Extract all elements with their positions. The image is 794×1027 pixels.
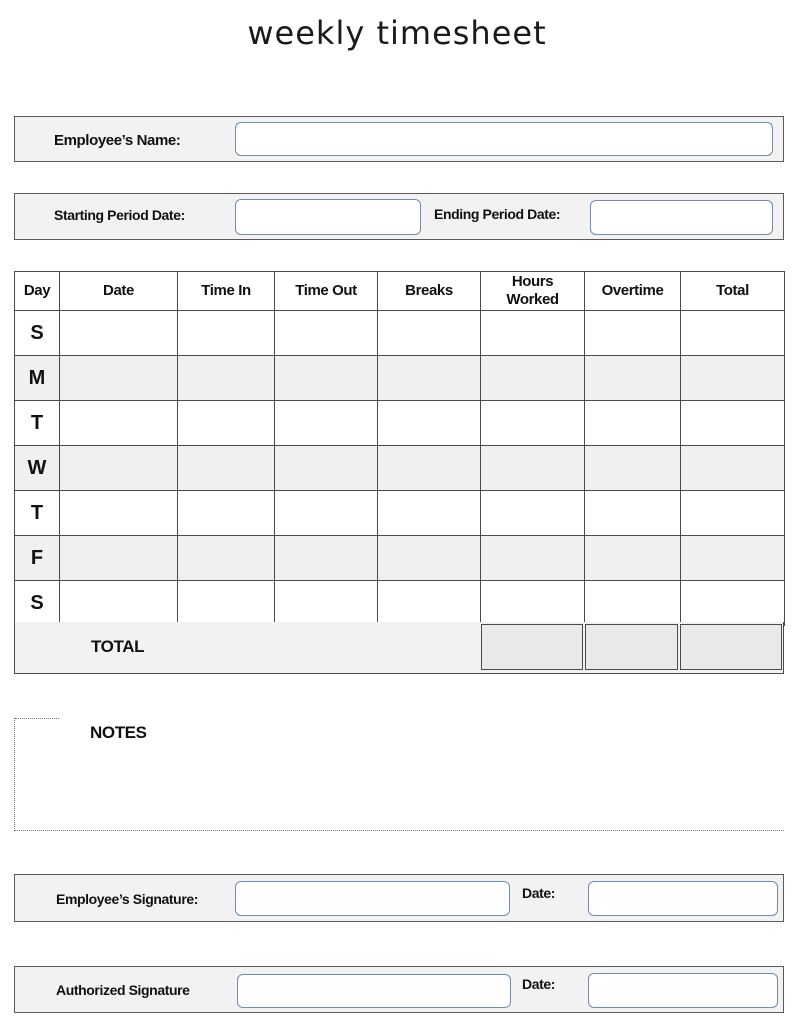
day-cell: F bbox=[15, 536, 60, 581]
employee-signature-date-label: Date: bbox=[522, 885, 556, 901]
total-cell[interactable] bbox=[681, 536, 785, 581]
header-date: Date bbox=[60, 272, 178, 311]
header-total: Total bbox=[681, 272, 785, 311]
breaks-cell[interactable] bbox=[378, 401, 481, 446]
employee-name-field[interactable] bbox=[235, 122, 773, 156]
time-out-cell[interactable] bbox=[275, 356, 378, 401]
day-cell: T bbox=[15, 491, 60, 536]
date-cell[interactable] bbox=[60, 446, 178, 491]
header-time-in: Time In bbox=[178, 272, 275, 311]
breaks-cell[interactable] bbox=[378, 446, 481, 491]
day-cell: S bbox=[15, 581, 60, 626]
total-cell[interactable] bbox=[681, 446, 785, 491]
hours-worked-cell[interactable] bbox=[481, 446, 585, 491]
employee-signature-field[interactable] bbox=[235, 881, 510, 916]
employee-signature-panel bbox=[14, 874, 784, 922]
notes-area[interactable] bbox=[14, 718, 784, 831]
day-cell: W bbox=[15, 446, 60, 491]
breaks-cell[interactable] bbox=[378, 356, 481, 401]
table-row bbox=[15, 401, 785, 446]
date-cell[interactable] bbox=[60, 581, 178, 626]
timesheet-table bbox=[14, 271, 785, 626]
day-cell: S bbox=[15, 311, 60, 356]
authorized-signature-date-label: Date: bbox=[522, 976, 556, 992]
hours-worked-cell[interactable] bbox=[481, 491, 585, 536]
total-cell[interactable] bbox=[681, 401, 785, 446]
header-time-out: Time Out bbox=[275, 272, 378, 311]
breaks-cell[interactable] bbox=[378, 491, 481, 536]
hours-worked-cell[interactable] bbox=[481, 311, 585, 356]
total-cell[interactable] bbox=[681, 581, 785, 626]
table-row bbox=[15, 356, 785, 401]
total-cell[interactable] bbox=[681, 311, 785, 356]
authorized-signature-field[interactable] bbox=[237, 974, 511, 1008]
overtime-cell[interactable] bbox=[585, 356, 681, 401]
date-cell[interactable] bbox=[60, 356, 178, 401]
totals-row bbox=[14, 622, 784, 674]
time-out-cell[interactable] bbox=[275, 491, 378, 536]
day-cell: T bbox=[15, 401, 60, 446]
employee-name-panel bbox=[14, 116, 784, 162]
authorized-signature-panel bbox=[14, 966, 784, 1013]
hours-worked-cell[interactable] bbox=[481, 536, 585, 581]
total-cell[interactable] bbox=[681, 491, 785, 536]
employee-signature-date-field[interactable] bbox=[588, 881, 778, 916]
table-row bbox=[15, 581, 785, 626]
hours-worked-cell[interactable] bbox=[481, 356, 585, 401]
starting-period-label: Starting Period Date: bbox=[54, 207, 185, 223]
ending-period-label: Ending Period Date: bbox=[434, 206, 561, 222]
date-cell[interactable] bbox=[60, 536, 178, 581]
date-cell[interactable] bbox=[60, 491, 178, 536]
time-in-cell[interactable] bbox=[178, 536, 275, 581]
date-cell[interactable] bbox=[60, 401, 178, 446]
breaks-cell[interactable] bbox=[378, 311, 481, 356]
overtime-cell[interactable] bbox=[585, 446, 681, 491]
starting-period-field[interactable] bbox=[235, 199, 421, 235]
time-in-cell[interactable] bbox=[178, 581, 275, 626]
time-in-cell[interactable] bbox=[178, 446, 275, 491]
notes-label: NOTES bbox=[90, 723, 147, 742]
time-in-cell[interactable] bbox=[178, 491, 275, 536]
table-row bbox=[15, 536, 785, 581]
overtime-cell[interactable] bbox=[585, 401, 681, 446]
total-cell[interactable] bbox=[681, 356, 785, 401]
breaks-cell[interactable] bbox=[378, 536, 481, 581]
time-out-cell[interactable] bbox=[275, 536, 378, 581]
total-label: TOTAL bbox=[91, 637, 145, 656]
overtime-cell[interactable] bbox=[585, 536, 681, 581]
time-in-cell[interactable] bbox=[178, 311, 275, 356]
table-row bbox=[15, 311, 785, 356]
day-cell: M bbox=[15, 356, 60, 401]
authorized-signature-date-field[interactable] bbox=[588, 973, 778, 1008]
notes-border-tick bbox=[15, 718, 59, 719]
authorized-signature-label: Authorized Signature bbox=[56, 982, 190, 998]
time-out-cell[interactable] bbox=[275, 401, 378, 446]
total-overtime-box[interactable] bbox=[585, 624, 678, 670]
header-breaks: Breaks bbox=[378, 272, 481, 311]
time-in-cell[interactable] bbox=[178, 356, 275, 401]
hours-worked-cell[interactable] bbox=[481, 581, 585, 626]
employee-signature-label: Employee’s Signature: bbox=[56, 891, 199, 907]
ending-period-field[interactable] bbox=[590, 200, 773, 235]
header-overtime: Overtime bbox=[585, 272, 681, 311]
period-panel bbox=[14, 193, 784, 240]
employee-name-label: Employee’s Name: bbox=[54, 132, 181, 149]
table-header-row bbox=[15, 272, 785, 311]
total-hours-worked-box[interactable] bbox=[481, 624, 583, 670]
time-out-cell[interactable] bbox=[275, 581, 378, 626]
header-day: Day bbox=[15, 272, 60, 311]
time-out-cell[interactable] bbox=[275, 311, 378, 356]
table-row bbox=[15, 446, 785, 491]
date-cell[interactable] bbox=[60, 311, 178, 356]
overtime-cell[interactable] bbox=[585, 311, 681, 356]
overtime-cell[interactable] bbox=[585, 491, 681, 536]
time-in-cell[interactable] bbox=[178, 401, 275, 446]
hours-worked-cell[interactable] bbox=[481, 401, 585, 446]
overtime-cell[interactable] bbox=[585, 581, 681, 626]
table-row bbox=[15, 491, 785, 536]
page-title: weekly timesheet bbox=[247, 14, 547, 52]
header-hours-worked: Hours Worked bbox=[481, 272, 585, 311]
breaks-cell[interactable] bbox=[378, 581, 481, 626]
total-total-box[interactable] bbox=[680, 624, 782, 670]
time-out-cell[interactable] bbox=[275, 446, 378, 491]
